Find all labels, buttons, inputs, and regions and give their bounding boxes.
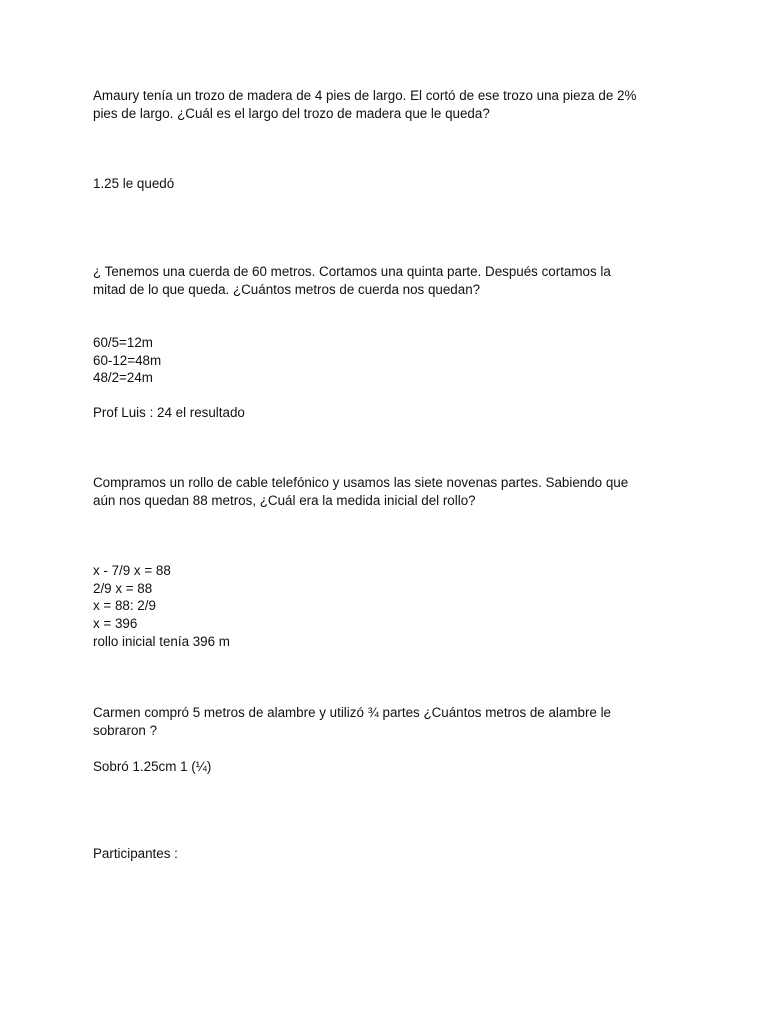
problem-1-answer: 1.25 le quedó <box>93 176 175 191</box>
problem-2-work-2: 60-12=48m <box>93 353 162 368</box>
problem-1-line-1: Amaury tenía un trozo de madera de 4 pies de largo. El cortó de ese trozo una pieza de 2% <box>93 88 637 103</box>
problem-4-answer: Sobró 1.25cm 1 (¼) <box>93 759 212 774</box>
problem-3-line-1: Compramos un rollo de cable telefónico y usamos las siete novenas partes. Sabiendo que <box>93 475 629 490</box>
problem-4-line-1: Carmen compró 5 metros de alambre y utilizó ¾ partes ¿Cuántos metros de alambre le <box>93 705 611 720</box>
problem-3-work-1: x - 7/9 x = 88 <box>93 563 171 578</box>
problem-4-line-2: sobraron ? <box>93 723 158 738</box>
problem-3-work-4: x = 396 <box>93 616 138 631</box>
problem-2-work-3: 48/2=24m <box>93 370 153 385</box>
participants-label: Participantes : <box>93 846 178 861</box>
problem-3-work-5: rollo inicial tenía 396 m <box>93 634 230 649</box>
problem-2-comment: Prof Luis : 24 el resultado <box>93 405 245 420</box>
problem-1-line-2: pies de largo. ¿Cuál es el largo del trozo de madera que le queda? <box>93 106 490 121</box>
problem-2-line-1: ¿ Tenemos una cuerda de 60 metros. Cortamos una quinta parte. Después cortamos la <box>93 264 611 279</box>
problem-2-line-2: mitad de lo que queda. ¿Cuántos metros de cuerda nos quedan? <box>93 282 481 297</box>
problem-2-work-1: 60/5=12m <box>93 335 153 350</box>
problem-3-work-2: 2/9 x = 88 <box>93 581 153 596</box>
problem-3-work-3: x = 88: 2/9 <box>93 598 156 613</box>
problem-3-line-2: aún nos quedan 88 metros, ¿Cuál era la medida inicial del rollo? <box>93 493 476 508</box>
